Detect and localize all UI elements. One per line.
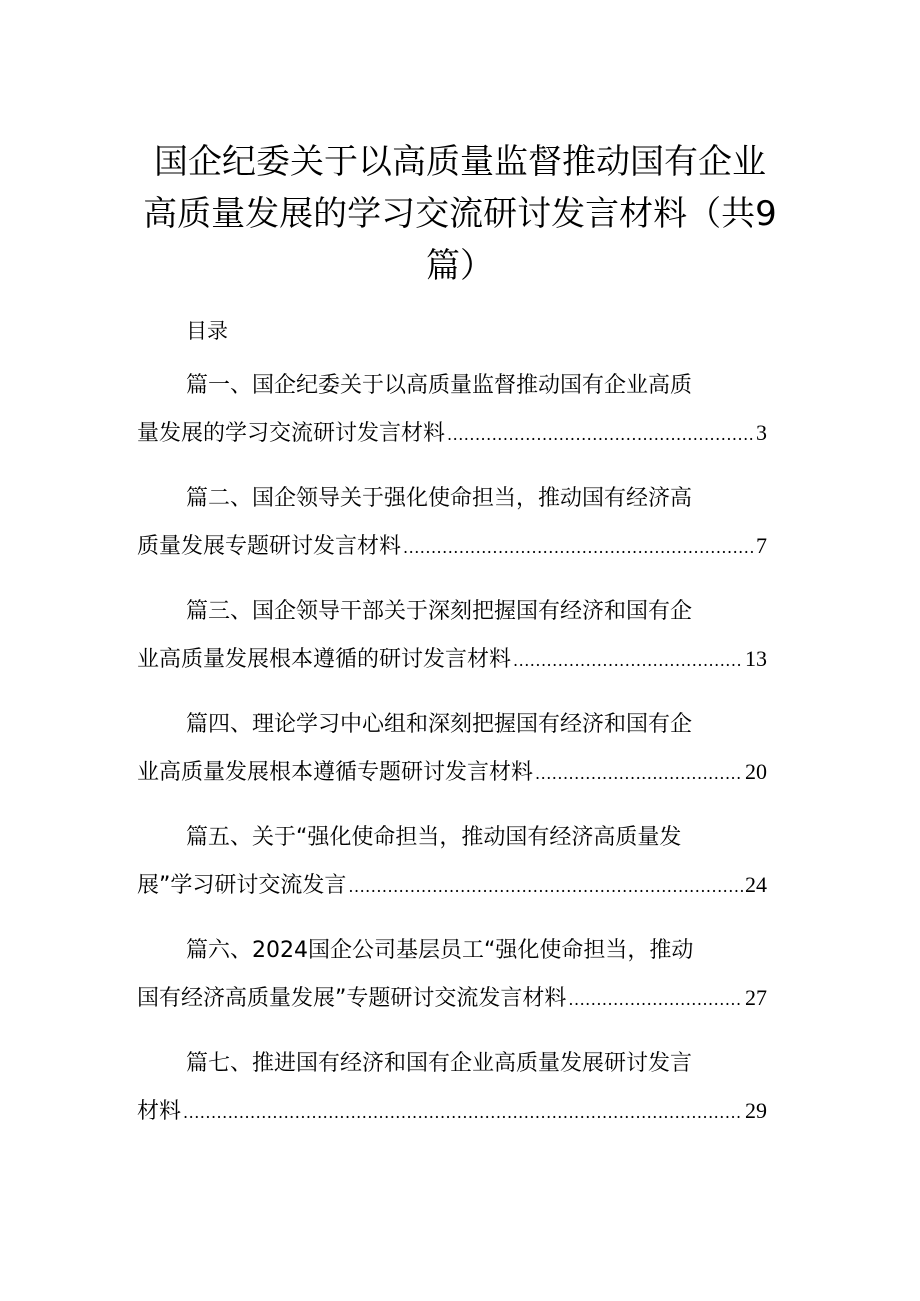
toc-entry-title-continued: 材料 <box>137 1099 182 1124</box>
toc-entry[interactable] <box>137 1042 767 1155</box>
toc-entry-title-continued: 国有经济高质量发展”专题研讨交流发言材料 <box>137 986 567 1011</box>
toc-entry[interactable] <box>137 929 767 1042</box>
toc-entry-title: 篇一、国企纪委关于以高质量监督推动国有企业高质 <box>186 373 693 398</box>
toc-entry[interactable] <box>137 477 767 590</box>
table-of-contents <box>137 364 767 1155</box>
toc-page-number: 7 <box>756 533 767 558</box>
toc-page-number: 29 <box>745 1098 767 1123</box>
toc-page-number: 27 <box>745 985 767 1010</box>
dot-leader <box>183 1091 743 1135</box>
toc-page-number: 20 <box>745 759 767 784</box>
toc-page-number: 24 <box>745 872 767 897</box>
toc-entry-title: 篇六、2024国企公司基层员工“强化使命担当，推动 <box>186 938 694 963</box>
dot-leader <box>447 413 754 457</box>
toc-entry[interactable] <box>137 816 767 929</box>
dot-leader <box>535 752 743 796</box>
toc-entry[interactable] <box>137 364 767 477</box>
toc-entry[interactable] <box>137 703 767 816</box>
dot-leader <box>568 978 743 1022</box>
dot-leader <box>403 526 754 570</box>
toc-entry-title: 篇五、关于“强化使命担当，推动国有经济高质量发 <box>186 825 682 850</box>
toc-entry-title: 篇七、推进国有经济和国有企业高质量发展研讨发言 <box>186 1051 693 1076</box>
toc-entry-title-continued: 质量发展专题研讨发言材料 <box>137 534 402 559</box>
toc-entry-title-continued: 展”学习研讨交流发言 <box>137 873 347 898</box>
toc-entry-title: 篇四、理论学习中心组和深刻把握国有经济和国有企 <box>186 712 693 737</box>
dot-leader <box>348 865 743 909</box>
toc-entry-title-continued: 业高质量发展根本遵循的研讨发言材料 <box>137 647 512 672</box>
toc-entry-title: 篇二、国企领导关于强化使命担当，推动国有经济高 <box>186 486 693 511</box>
toc-entry-title-continued: 业高质量发展根本遵循专题研讨发言材料 <box>137 760 534 785</box>
toc-entry-title-continued: 量发展的学习交流研讨发言材料 <box>137 421 446 446</box>
document-title: 国企纪委关于以高质量监督推动国有企业高质量发展的学习交流研讨发言材料（共9篇） <box>143 142 777 286</box>
toc-entry[interactable] <box>137 590 767 703</box>
toc-page-number: 13 <box>745 646 767 671</box>
toc-entry-title: 篇三、国企领导干部关于深刻把握国有经济和国有企 <box>186 599 693 624</box>
toc-heading: 目录 <box>186 319 228 343</box>
dot-leader <box>513 639 743 683</box>
toc-page-number: 3 <box>756 420 767 445</box>
